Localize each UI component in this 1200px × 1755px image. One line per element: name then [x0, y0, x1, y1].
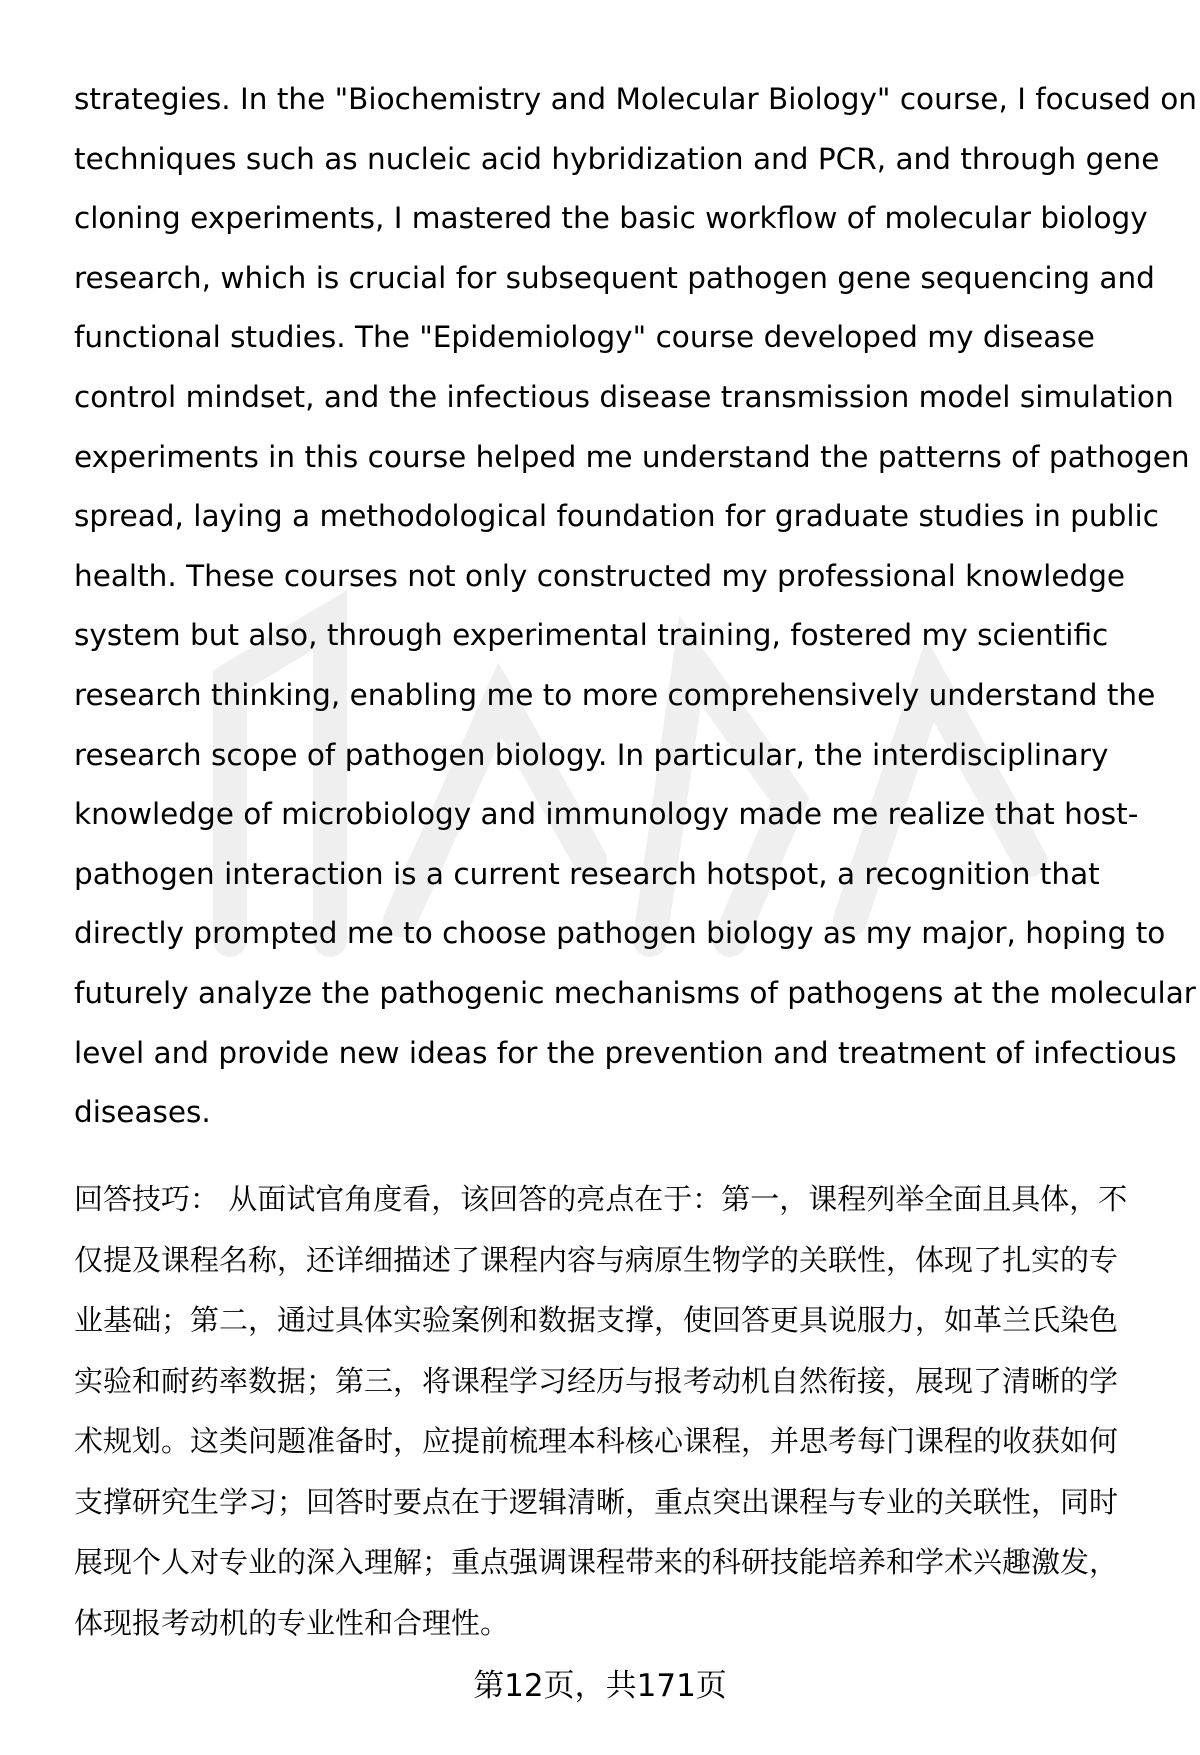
english-line: experiments in this course helped me understand the patterns of pathogen — [74, 439, 1190, 474]
english-line: research thinking, enabling me to more comprehensively understand the — [74, 677, 1156, 712]
english-line: cloning experiments, I mastered the basic workflow of molecular biology — [74, 201, 1148, 236]
english-line: futurely analyze the pathogenic mechanisms of pathogens at the molecular — [74, 975, 1196, 1010]
english-line: health. These courses not only constructed my professional knowledge — [74, 558, 1126, 593]
english-line: control mindset, and the infectious disease transmission model simulation — [74, 379, 1174, 414]
page-number: 第12页，共171页 — [473, 1668, 727, 1704]
english-line: system but also, through experimental training, fostered my scientific — [74, 618, 1109, 653]
answer-tips-paragraph — [74, 1169, 1154, 1653]
tips-line: 实验和耐药率数据；第三，将课程学习经历与报考动机自然衔接，展现了清晰的学 — [74, 1363, 1119, 1398]
english-line: strategies. In the "Biochemistry and Molecular Biology" course, I focused on — [74, 82, 1198, 116]
tips-line: 支撑研究生学习；回答时要点在于逻辑清晰，重点突出课程与专业的关联性，同时 — [74, 1484, 1119, 1519]
tips-line: 回答技巧： 从面试官角度看，该回答的亮点在于：第一，课程列举全面且具体，不 — [74, 1182, 1128, 1216]
english-paragraph — [74, 70, 1198, 1143]
english-line: functional studies. The "Epidemiology" course developed my disease — [74, 320, 1095, 355]
english-line: knowledge of microbiology and immunology made me realize that host- — [74, 797, 1139, 832]
english-line: diseases. — [74, 1095, 211, 1130]
english-line: level and provide new ideas for the prevention and treatment of infectious — [74, 1035, 1177, 1070]
english-line: research, which is crucial for subsequent pathogen gene sequencing and — [74, 260, 1155, 295]
tips-line: 展现个人对专业的深入理解；重点强调课程带来的科研技能培养和学术兴趣激发， — [74, 1545, 1119, 1579]
tips-line: 仅提及课程名称，还详细描述了课程内容与病原生物学的关联性，体现了扎实的专 — [74, 1242, 1119, 1277]
tips-line: 术规划。这类问题准备时，应提前梳理本科核心课程，并思考每门课程的收获如何 — [74, 1424, 1119, 1458]
english-line: techniques such as nucleic acid hybridization and PCR, and through gene — [74, 141, 1160, 176]
tips-line: 业基础；第二，通过具体实验案例和数据支撑，使回答更具说服力，如革兰氏染色 — [74, 1303, 1119, 1337]
tips-line: 体现报考动机的专业性和合理性。 — [74, 1605, 510, 1640]
english-line: research scope of pathogen biology. In particular, the interdisciplinary — [74, 737, 1109, 772]
english-line: pathogen interaction is a current research hotspot, a recognition that — [74, 856, 1100, 891]
english-line: directly prompted me to choose pathogen biology as my major, hoping to — [74, 916, 1166, 951]
english-line: spread, laying a methodological foundation for graduate studies in public — [74, 499, 1159, 534]
